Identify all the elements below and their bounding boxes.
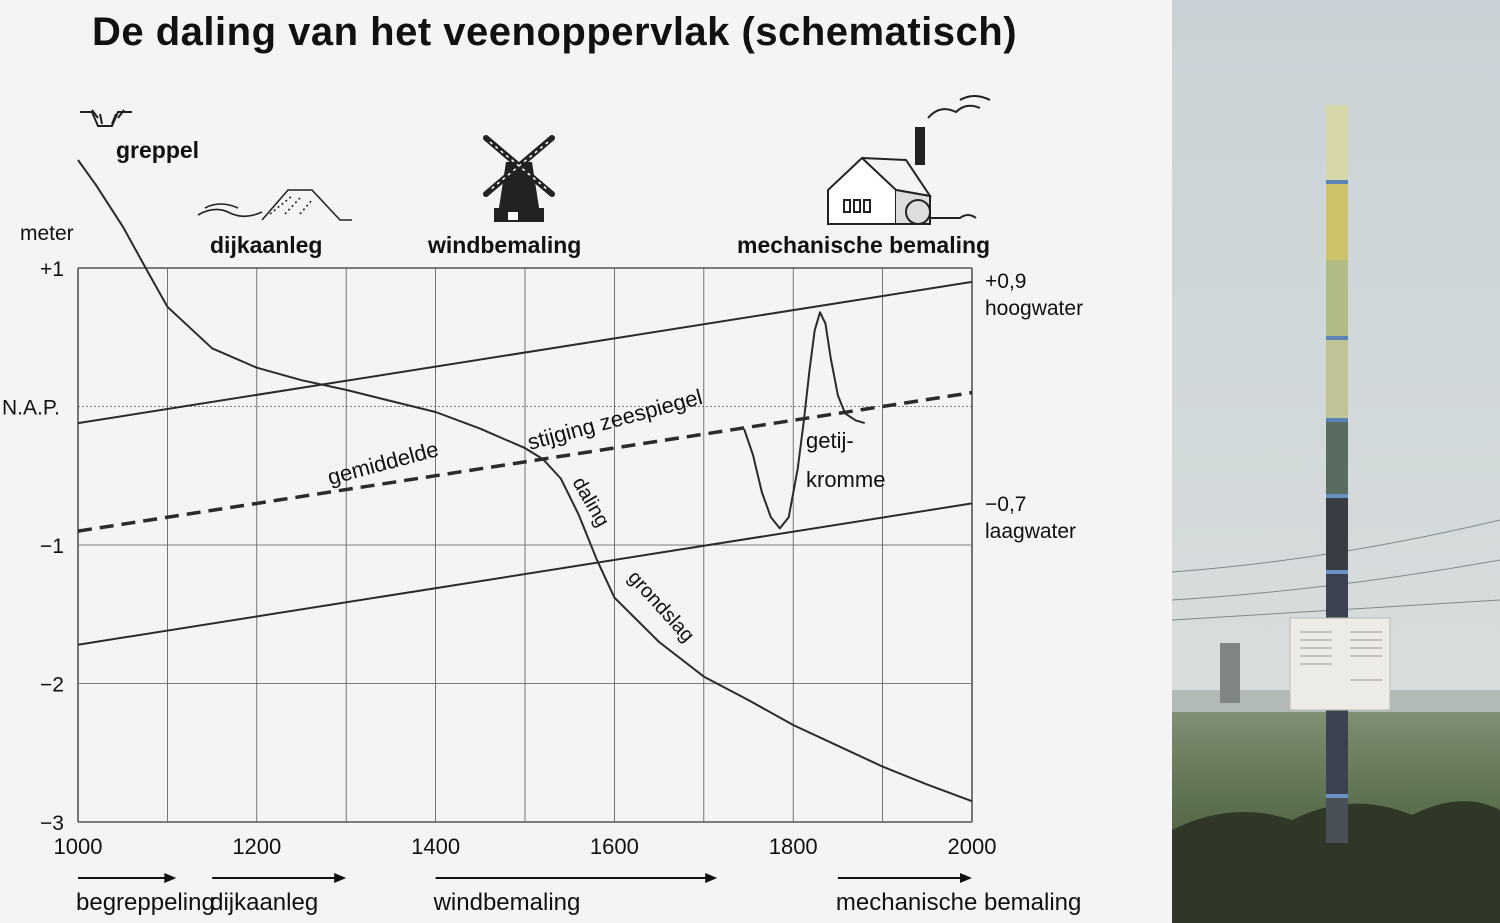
- x-tick-labels: [54, 834, 997, 859]
- distant-windmill: [1220, 643, 1240, 703]
- lw-value: −0,7: [985, 493, 1027, 516]
- x-tick-label: 1800: [768, 834, 818, 859]
- photo-panel: [1172, 0, 1500, 923]
- mean-label-left: gemiddelde: [324, 436, 442, 490]
- y-tick-label: −1: [40, 535, 64, 558]
- period-label: windbemaling: [433, 889, 581, 916]
- info-sign: [1290, 618, 1390, 710]
- windmill-icon: [486, 138, 552, 222]
- mean-label-right: stijging zeespiegel: [524, 384, 705, 455]
- daling-label: daling: [567, 473, 614, 531]
- getij-label-1: getij-: [806, 428, 854, 453]
- period-label: dijkaanleg: [210, 889, 319, 916]
- grid: [78, 268, 972, 822]
- dike-icon: [198, 190, 352, 220]
- y-tick-label: −3: [40, 812, 64, 835]
- x-tick-label: 1600: [589, 834, 639, 859]
- measurement-pole-photo: [1172, 0, 1500, 923]
- page-title: De daling van het veenoppervlak (schematisch): [92, 10, 1018, 54]
- measurement-pole: [1326, 105, 1348, 843]
- label-mechanische-bemaling: mechanische bemaling: [737, 232, 991, 258]
- y-tick-labels: [2, 258, 64, 835]
- x-tick-label: 1200: [232, 834, 282, 859]
- series-getij-kromme: [744, 312, 865, 528]
- label-windbemaling: windbemaling: [428, 232, 582, 258]
- x-tick-label: 1000: [53, 834, 103, 859]
- hw-label: hoogwater: [985, 297, 1084, 320]
- getij-label-2: kromme: [806, 467, 886, 492]
- period-arrow-head: [705, 873, 717, 883]
- y-tick-label: −2: [40, 673, 64, 697]
- period-label: mechanische bemaling: [835, 889, 1082, 916]
- grondslag-label: grondslag: [623, 566, 699, 647]
- label-greppel: greppel: [116, 137, 200, 163]
- period-arrow-head: [960, 873, 972, 883]
- x-tick-label: 1400: [411, 834, 461, 859]
- y-axis-label: meter: [20, 222, 74, 245]
- ditch-icon: [80, 110, 132, 126]
- period-arrows: [76, 873, 1081, 916]
- lw-label: laagwater: [985, 520, 1077, 543]
- y-tick-label: N.A.P.: [2, 396, 60, 420]
- y-tick-label: +1: [40, 258, 64, 281]
- pumping-station-icon: [828, 96, 990, 224]
- x-tick-label: 2000: [947, 834, 997, 859]
- hw-value: +0,9: [985, 270, 1027, 293]
- period-label: begreppeling: [76, 889, 215, 916]
- period-arrow-head: [334, 873, 346, 883]
- period-arrow-head: [164, 873, 176, 883]
- label-dijkaanleg: dijkaanleg: [210, 232, 323, 258]
